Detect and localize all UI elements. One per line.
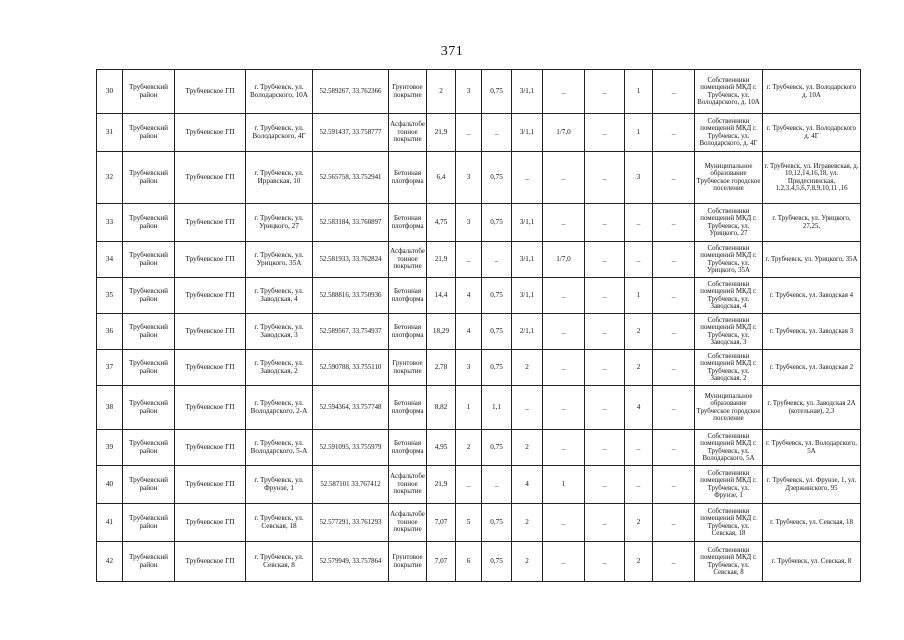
col-container-volume-cell: 0,75 bbox=[482, 430, 512, 466]
table-row bbox=[97, 430, 861, 466]
col-container-volume-cell: 0,75 bbox=[482, 314, 512, 350]
owner-cell: Собственники помещений МКД г. Трубчевск, ул. Фрунзе, 1 bbox=[695, 466, 763, 504]
coordinates-cell: 52.594364, 33.757748 bbox=[313, 386, 389, 430]
settlement-cell: Трубчевское ГП bbox=[175, 430, 246, 466]
col-separate-containers-cell: _ bbox=[625, 242, 653, 278]
page-number: 371 bbox=[440, 44, 464, 59]
table-row bbox=[97, 386, 861, 430]
coordinates-cell: 52.590788, 33.755110 bbox=[313, 350, 389, 386]
col-bunker-cell: 1/7,0 bbox=[543, 242, 585, 278]
area-cell: 14,4 bbox=[427, 278, 456, 314]
col-bunker-cell: _ bbox=[543, 152, 585, 204]
col-planned-separate-cell: _ bbox=[653, 350, 695, 386]
table-row bbox=[97, 278, 861, 314]
table-row bbox=[97, 70, 861, 114]
col-planned-bunker-cell: _ bbox=[585, 386, 625, 430]
settlement-cell: Трубчевское ГП bbox=[175, 350, 246, 386]
surface-type-cell: Бетонная плотформа bbox=[389, 386, 427, 430]
col-planned-containers-cell: 3/1,1 bbox=[512, 70, 543, 114]
address-cell: г. Трубчевск, ул. Володарского, 10А bbox=[246, 70, 313, 114]
col-bunker-cell: _ bbox=[543, 314, 585, 350]
col-bunker-cell: 1/7,0 bbox=[543, 114, 585, 152]
address-cell: г. Трубчевск, ул. Володарского, 4Г bbox=[246, 114, 313, 152]
col-separate-containers-cell: _ bbox=[625, 204, 653, 242]
col-container-count-cell: 5 bbox=[456, 504, 482, 542]
table-row bbox=[97, 242, 861, 278]
district-cell: Трубчевский район bbox=[123, 152, 175, 204]
surface-type-cell: Асфальтобе тонное покрытие bbox=[389, 466, 427, 504]
col-bunker-cell: _ bbox=[543, 204, 585, 242]
col-container-volume-cell: 0,75 bbox=[482, 278, 512, 314]
col-bunker-cell: _ bbox=[543, 504, 585, 542]
area-cell: 4,95 bbox=[427, 430, 456, 466]
col-separate-containers-cell: 4 bbox=[625, 386, 653, 430]
col-planned-bunker-cell: _ bbox=[585, 466, 625, 504]
col-container-volume-cell: _ bbox=[482, 242, 512, 278]
col-planned-containers-cell: _ bbox=[512, 152, 543, 204]
row-number: 41 bbox=[97, 504, 123, 542]
row-number: 30 bbox=[97, 70, 123, 114]
served-objects-cell: г. Трубчевск, ул. Заводская 3 bbox=[763, 314, 861, 350]
col-bunker-cell: _ bbox=[543, 386, 585, 430]
col-planned-separate-cell: _ bbox=[653, 430, 695, 466]
coordinates-cell: 52.583184, 33.760897 bbox=[313, 204, 389, 242]
owner-cell: Собственники помещений МКД г. Трубчевск, ул. Заводская, 3 bbox=[695, 314, 763, 350]
col-bunker-cell: _ bbox=[543, 278, 585, 314]
settlement-cell: Трубчевское ГП bbox=[175, 278, 246, 314]
col-planned-containers-cell: 3/1,1 bbox=[512, 242, 543, 278]
area-cell: 6,4 bbox=[427, 152, 456, 204]
row-number: 37 bbox=[97, 350, 123, 386]
col-separate-containers-cell: _ bbox=[625, 430, 653, 466]
address-cell: г. Трубчевск, ул. Володарского, 5-А bbox=[246, 430, 313, 466]
settlement-cell: Трубчевское ГП bbox=[175, 204, 246, 242]
settlement-cell: Трубчевское ГП bbox=[175, 70, 246, 114]
table-row bbox=[97, 542, 861, 582]
surface-type-cell: Бетонная плотформа bbox=[389, 278, 427, 314]
col-planned-bunker-cell: _ bbox=[585, 430, 625, 466]
col-separate-containers-cell: 2 bbox=[625, 504, 653, 542]
served-objects-cell: г. Трубчевск, ул. Урицкого, 27,25, bbox=[763, 204, 861, 242]
row-number: 40 bbox=[97, 466, 123, 504]
area-cell: 2 bbox=[427, 70, 456, 114]
served-objects-cell: г. Трубчевск, ул. Игравевская, д. 10,12,14,16,18, ул. Придеснинская, 1,2,3,4,5,6,7,8,9,10,11 ,16 bbox=[763, 152, 861, 204]
row-number: 36 bbox=[97, 314, 123, 350]
district-cell: Трубчевский район bbox=[123, 542, 175, 582]
served-objects-cell: г. Трубчевск, ул. Урицкого, 35А bbox=[763, 242, 861, 278]
area-cell: 7,07 bbox=[427, 504, 456, 542]
address-cell: г. Трубчевск, ул. Фрунзе, 1 bbox=[246, 466, 313, 504]
col-container-volume-cell: 0,75 bbox=[482, 152, 512, 204]
col-container-volume-cell: 0,75 bbox=[482, 204, 512, 242]
area-cell: 21,9 bbox=[427, 242, 456, 278]
col-planned-bunker-cell: _ bbox=[585, 314, 625, 350]
surface-type-cell: Асфальтобе тонное покрытие bbox=[389, 504, 427, 542]
district-cell: Трубчевский район bbox=[123, 242, 175, 278]
col-separate-containers-cell: 2 bbox=[625, 542, 653, 582]
col-planned-containers-cell: 4 bbox=[512, 466, 543, 504]
owner-cell: Муниципальное образование Трубческое городское поселение bbox=[695, 386, 763, 430]
col-container-volume-cell: 0,75 bbox=[482, 542, 512, 582]
served-objects-cell: г. Трубчевск, ул. Володарского, 5А bbox=[763, 430, 861, 466]
area-cell: 4,75 bbox=[427, 204, 456, 242]
waste-sites-table bbox=[96, 69, 861, 582]
col-planned-separate-cell: _ bbox=[653, 314, 695, 350]
owner-cell: Собственники помещений МКД г. Трубчевск, ул. Володарского, д. 10А bbox=[695, 70, 763, 114]
served-objects-cell: г. Трубчевск, ул. Заводская 2 bbox=[763, 350, 861, 386]
surface-type-cell: Асфальтобе тонное покрытие bbox=[389, 114, 427, 152]
col-container-count-cell: 3 bbox=[456, 70, 482, 114]
owner-cell: Собственники помещений МКД г. Трубчевск, ул. Урицкого, 27 bbox=[695, 204, 763, 242]
table-row bbox=[97, 350, 861, 386]
col-container-volume-cell: 0,75 bbox=[482, 504, 512, 542]
district-cell: Трубчевский район bbox=[123, 314, 175, 350]
area-cell: 7,07 bbox=[427, 542, 456, 582]
col-container-count-cell: 3 bbox=[456, 204, 482, 242]
col-separate-containers-cell: 2 bbox=[625, 350, 653, 386]
col-planned-separate-cell: _ bbox=[653, 278, 695, 314]
area-cell: 18,29 bbox=[427, 314, 456, 350]
col-container-count-cell: 6 bbox=[456, 542, 482, 582]
col-planned-bunker-cell: _ bbox=[585, 114, 625, 152]
row-number: 32 bbox=[97, 152, 123, 204]
surface-type-cell: Бетонная плотформа bbox=[389, 204, 427, 242]
coordinates-cell: 52.591437, 33.758777 bbox=[313, 114, 389, 152]
col-separate-containers-cell: 1 bbox=[625, 278, 653, 314]
surface-type-cell: Бетонная плотформа bbox=[389, 314, 427, 350]
table-row bbox=[97, 204, 861, 242]
coordinates-cell: 52.577291, 33.761293 bbox=[313, 504, 389, 542]
table-row bbox=[97, 504, 861, 542]
col-planned-containers-cell: _ bbox=[512, 386, 543, 430]
coordinates-cell: 52.588816, 33.750936 bbox=[313, 278, 389, 314]
col-planned-containers-cell: 2 bbox=[512, 430, 543, 466]
col-planned-separate-cell: _ bbox=[653, 386, 695, 430]
table-row bbox=[97, 314, 861, 350]
col-container-count-cell: 2 bbox=[456, 430, 482, 466]
col-planned-separate-cell: _ bbox=[653, 204, 695, 242]
district-cell: Трубчевский район bbox=[123, 114, 175, 152]
col-container-count-cell: 4 bbox=[456, 314, 482, 350]
table-row bbox=[97, 114, 861, 152]
col-planned-separate-cell: _ bbox=[653, 242, 695, 278]
col-container-count-cell: 4 bbox=[456, 278, 482, 314]
col-planned-containers-cell: 2 bbox=[512, 542, 543, 582]
col-planned-containers-cell: 2 bbox=[512, 504, 543, 542]
row-number: 38 bbox=[97, 386, 123, 430]
area-cell: 8,82 bbox=[427, 386, 456, 430]
col-planned-containers-cell: 3/1,1 bbox=[512, 204, 543, 242]
owner-cell: Собственники помещений МКД г. Трубчевск, ул. Володарского, д. 4Г bbox=[695, 114, 763, 152]
address-cell: г. Трубчевск, ул. Урицкого, 27 bbox=[246, 204, 313, 242]
address-cell: г. Трубчевск, ул. Заводская, 2 bbox=[246, 350, 313, 386]
owner-cell: Собственники помещений МКД г. Трубчевск, ул. Севская, 8 bbox=[695, 542, 763, 582]
served-objects-cell: г. Трубчевск, ул. Севская, 18 bbox=[763, 504, 861, 542]
served-objects-cell: г. Трубчевск, ул. Севская, 8 bbox=[763, 542, 861, 582]
area-cell: 21,9 bbox=[427, 466, 456, 504]
coordinates-cell: 52.591095, 33.755979 bbox=[313, 430, 389, 466]
address-cell: г. Трубчевск, ул. Заводская, 3 bbox=[246, 314, 313, 350]
served-objects-cell: г. Трубчевск, ул. Володарского д. 10А bbox=[763, 70, 861, 114]
col-container-count-cell: 3 bbox=[456, 350, 482, 386]
owner-cell: Собственники помещений МКД г. Трубчевск, ул. Заводская, 4 bbox=[695, 278, 763, 314]
district-cell: Трубчевский район bbox=[123, 204, 175, 242]
surface-type-cell: Бетонная плотформа bbox=[389, 430, 427, 466]
address-cell: г. Трубчевск, ул. Заводская, 4 bbox=[246, 278, 313, 314]
served-objects-cell: г. Трубчевск, ул. Заводская 4 bbox=[763, 278, 861, 314]
table-row bbox=[97, 152, 861, 204]
col-planned-bunker-cell: _ bbox=[585, 542, 625, 582]
col-planned-bunker-cell: _ bbox=[585, 278, 625, 314]
owner-cell: Собственники помещений МКД г. Трубчевск, ул. Володарского, 5А bbox=[695, 430, 763, 466]
address-cell: г. Трубчевск, ул. Урицкого, 35А bbox=[246, 242, 313, 278]
address-cell: г. Трубчевск, ул. Севская, 18 bbox=[246, 504, 313, 542]
surface-type-cell: Грунтовое покрытие bbox=[389, 350, 427, 386]
district-cell: Трубчевский район bbox=[123, 70, 175, 114]
surface-type-cell: Грунтовое покрытие bbox=[389, 542, 427, 582]
district-cell: Трубчевский район bbox=[123, 386, 175, 430]
surface-type-cell: Асфальтобе тонное покрытие bbox=[389, 242, 427, 278]
coordinates-cell: 52.589267, 33.762366 bbox=[313, 70, 389, 114]
col-container-volume-cell: 0,75 bbox=[482, 350, 512, 386]
owner-cell: Собственники помещений МКД г. Трубчевск, ул. Севская, 18 bbox=[695, 504, 763, 542]
col-planned-separate-cell: _ bbox=[653, 152, 695, 204]
col-bunker-cell: 1 bbox=[543, 466, 585, 504]
surface-type-cell: Грунтовое покрытие bbox=[389, 70, 427, 114]
settlement-cell: Трубчевское ГП bbox=[175, 152, 246, 204]
row-number: 42 bbox=[97, 542, 123, 582]
owner-cell: Собственники помещений МКД г. Трубчевск, ул. Урицкого, 35А bbox=[695, 242, 763, 278]
settlement-cell: Трубчевское ГП bbox=[175, 386, 246, 430]
col-container-count-cell: _ bbox=[456, 466, 482, 504]
coordinates-cell: 52.565758, 33.752941 bbox=[313, 152, 389, 204]
district-cell: Трубчевский район bbox=[123, 278, 175, 314]
col-bunker-cell: _ bbox=[543, 70, 585, 114]
settlement-cell: Трубчевское ГП bbox=[175, 114, 246, 152]
col-planned-bunker-cell: _ bbox=[585, 70, 625, 114]
col-planned-separate-cell: _ bbox=[653, 114, 695, 152]
address-cell: г. Трубчевск, ул. Ирравская, 10 bbox=[246, 152, 313, 204]
address-cell: г. Трубчевск, ул. Севская, 8 bbox=[246, 542, 313, 582]
area-cell: 21,9 bbox=[427, 114, 456, 152]
served-objects-cell: г. Трубчевск, ул. Володарского д. 4Г bbox=[763, 114, 861, 152]
col-container-count-cell: 1 bbox=[456, 386, 482, 430]
col-planned-containers-cell: 2 bbox=[512, 350, 543, 386]
col-planned-bunker-cell: _ bbox=[585, 242, 625, 278]
row-number: 34 bbox=[97, 242, 123, 278]
col-container-count-cell: _ bbox=[456, 242, 482, 278]
coordinates-cell: 52.579949, 33.757864 bbox=[313, 542, 389, 582]
settlement-cell: Трубчевское ГП bbox=[175, 314, 246, 350]
col-separate-containers-cell: _ bbox=[625, 466, 653, 504]
col-bunker-cell: _ bbox=[543, 542, 585, 582]
owner-cell: Собственники помещений МКД г. Трубчевск, ул. Заводская, 2 bbox=[695, 350, 763, 386]
row-number: 39 bbox=[97, 430, 123, 466]
district-cell: Трубчевский район bbox=[123, 350, 175, 386]
col-container-volume-cell: _ bbox=[482, 466, 512, 504]
col-separate-containers-cell: 2 bbox=[625, 314, 653, 350]
col-planned-bunker-cell: _ bbox=[585, 204, 625, 242]
col-planned-bunker-cell: _ bbox=[585, 350, 625, 386]
col-container-volume-cell: _ bbox=[482, 114, 512, 152]
coordinates-cell: 52.581933, 33.762824 bbox=[313, 242, 389, 278]
col-planned-containers-cell: 3/1,1 bbox=[512, 114, 543, 152]
col-planned-bunker-cell: _ bbox=[585, 152, 625, 204]
col-planned-bunker-cell: _ bbox=[585, 504, 625, 542]
settlement-cell: Трубчевское ГП bbox=[175, 466, 246, 504]
col-container-count-cell: _ bbox=[456, 114, 482, 152]
table-row bbox=[97, 466, 861, 504]
col-container-volume-cell: 0,75 bbox=[482, 70, 512, 114]
district-cell: Трубчевский район bbox=[123, 430, 175, 466]
settlement-cell: Трубчевское ГП bbox=[175, 542, 246, 582]
district-cell: Трубчевский район bbox=[123, 504, 175, 542]
settlement-cell: Трубчевское ГП bbox=[175, 504, 246, 542]
owner-cell: Муниципальное образование Трубческое городское поселение bbox=[695, 152, 763, 204]
coordinates-cell: 52.589567, 33.754937 bbox=[313, 314, 389, 350]
served-objects-cell: г. Трубчевск, ул. Фрунзе, 1, ул. Дзержинского, 95 bbox=[763, 466, 861, 504]
col-planned-containers-cell: 2/1,1 bbox=[512, 314, 543, 350]
col-separate-containers-cell: 1 bbox=[625, 114, 653, 152]
col-planned-separate-cell: _ bbox=[653, 70, 695, 114]
row-number: 35 bbox=[97, 278, 123, 314]
served-objects-cell: г. Трубчевск, ул. Заводская 2А (котельная), 2,3 bbox=[763, 386, 861, 430]
row-number: 33 bbox=[97, 204, 123, 242]
settlement-cell: Трубчевское ГП bbox=[175, 242, 246, 278]
col-separate-containers-cell: 3 bbox=[625, 152, 653, 204]
col-bunker-cell: _ bbox=[543, 430, 585, 466]
district-cell: Трубчевский район bbox=[123, 466, 175, 504]
coordinates-cell: 52.587101 33.767412 bbox=[313, 466, 389, 504]
col-planned-containers-cell: 3/1,1 bbox=[512, 278, 543, 314]
col-bunker-cell: _ bbox=[543, 350, 585, 386]
address-cell: г. Трубчевск, ул. Володарского, 2-А bbox=[246, 386, 313, 430]
table-body bbox=[97, 70, 861, 582]
col-container-volume-cell: 1,1 bbox=[482, 386, 512, 430]
col-separate-containers-cell: 1 bbox=[625, 70, 653, 114]
col-planned-separate-cell: _ bbox=[653, 542, 695, 582]
area-cell: 2,78 bbox=[427, 350, 456, 386]
col-planned-separate-cell: _ bbox=[653, 466, 695, 504]
col-planned-separate-cell: _ bbox=[653, 504, 695, 542]
surface-type-cell: Бетонная плотформа bbox=[389, 152, 427, 204]
row-number: 31 bbox=[97, 114, 123, 152]
col-container-count-cell: 3 bbox=[456, 152, 482, 204]
